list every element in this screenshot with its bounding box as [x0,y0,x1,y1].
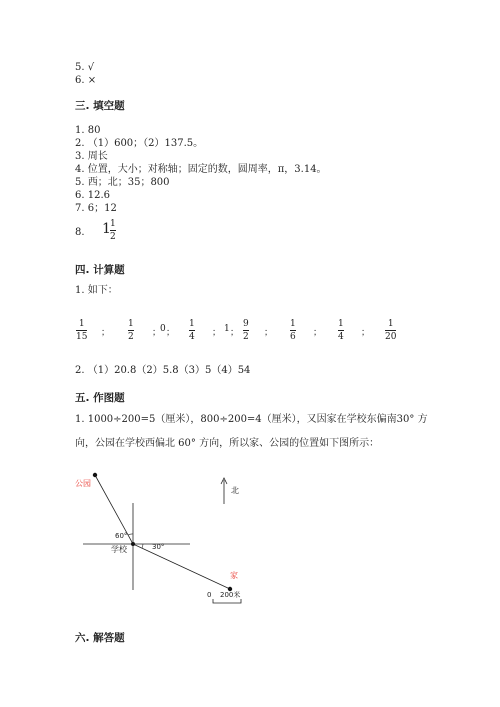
home-label: 家 [230,571,238,580]
numerator: 1 [290,319,296,329]
fill-item-4: 4. 位置，大小；对称轴；固定的数，圆周率，π，3.14。 [75,164,327,175]
fill-item-1: 1. 80 [75,125,101,136]
denominator: 2 [128,332,134,342]
drawing-text-line-2: 向，公园在学校西偏北 60° 方向，所以家、公园的位置如下图所示： [75,438,380,449]
angle-arc-30 [142,544,143,548]
numerator: 1 [387,319,394,329]
fraction-numerator: 1 [110,219,116,229]
separator: ； [152,328,162,338]
numerator: 1 [338,319,344,329]
mixed-number-whole: 1 [102,221,111,237]
calc-item-1-label: 1. 如下： [75,285,118,296]
denominator: 15 [76,332,88,342]
section-6-title: 六. 解答题 [75,632,125,644]
park-point [93,473,97,477]
angle-60-label: 60° [115,532,128,540]
north-label: 北 [231,486,239,495]
fill-item-6: 6. 12.6 [75,190,110,201]
drawing-text-line-1: 1. 1000÷200=5（厘米），800÷200=4（厘米），又因家在学校东偏南30° 方 [75,414,428,425]
calc-item-2: 2. （1）20.8（2）5.8（3）5（4）54 [75,365,251,376]
denominator: 20 [385,332,397,342]
separator: ； [313,328,323,338]
fraction-denominator: 2 [110,232,116,242]
home-ray [133,544,230,589]
fill-item-8-label: 8. [75,227,85,238]
park-label: 公园 [75,479,91,488]
angle-30-label: 30° [152,543,165,551]
separator: ； [212,328,222,338]
fill-item-7: 7. 6；12 [75,203,117,214]
denominator: 6 [290,332,296,342]
numerator: 1 [128,319,134,329]
denominator: 4 [338,332,344,342]
fill-item-5: 5. 西；北；35；800 [75,177,170,188]
denominator: 4 [189,332,195,342]
section-3-title: 三. 填空题 [75,100,125,112]
numerator: 1 [78,319,85,329]
separator: ； [264,328,274,338]
scale-bar [213,599,241,603]
result-value-5: 1 [224,324,230,334]
angle-arc-60 [128,534,133,535]
section-4-title: 四. 计算题 [75,264,125,276]
numerator: 1 [189,319,195,329]
fill-item-2: 2. （1）600；（2）137.5。 [75,138,204,149]
separator: ； [361,328,371,338]
scale-length-label: 200米 [220,591,241,599]
separator: ； [166,328,176,338]
result-value-3: 0 [160,324,166,334]
school-point [131,542,135,546]
scale-zero-label: 0 [207,591,212,599]
separator: ； [101,328,111,338]
denominator: 2 [243,332,249,342]
answer-5: 5. √ [75,62,95,73]
school-label: 学校 [111,545,127,554]
fill-item-3: 3. 周长 [75,151,108,162]
separator: ； [230,328,240,338]
answer-6: 6. × [75,75,97,86]
numerator: 9 [243,319,249,329]
section-5-title: 五. 作图题 [75,392,125,404]
